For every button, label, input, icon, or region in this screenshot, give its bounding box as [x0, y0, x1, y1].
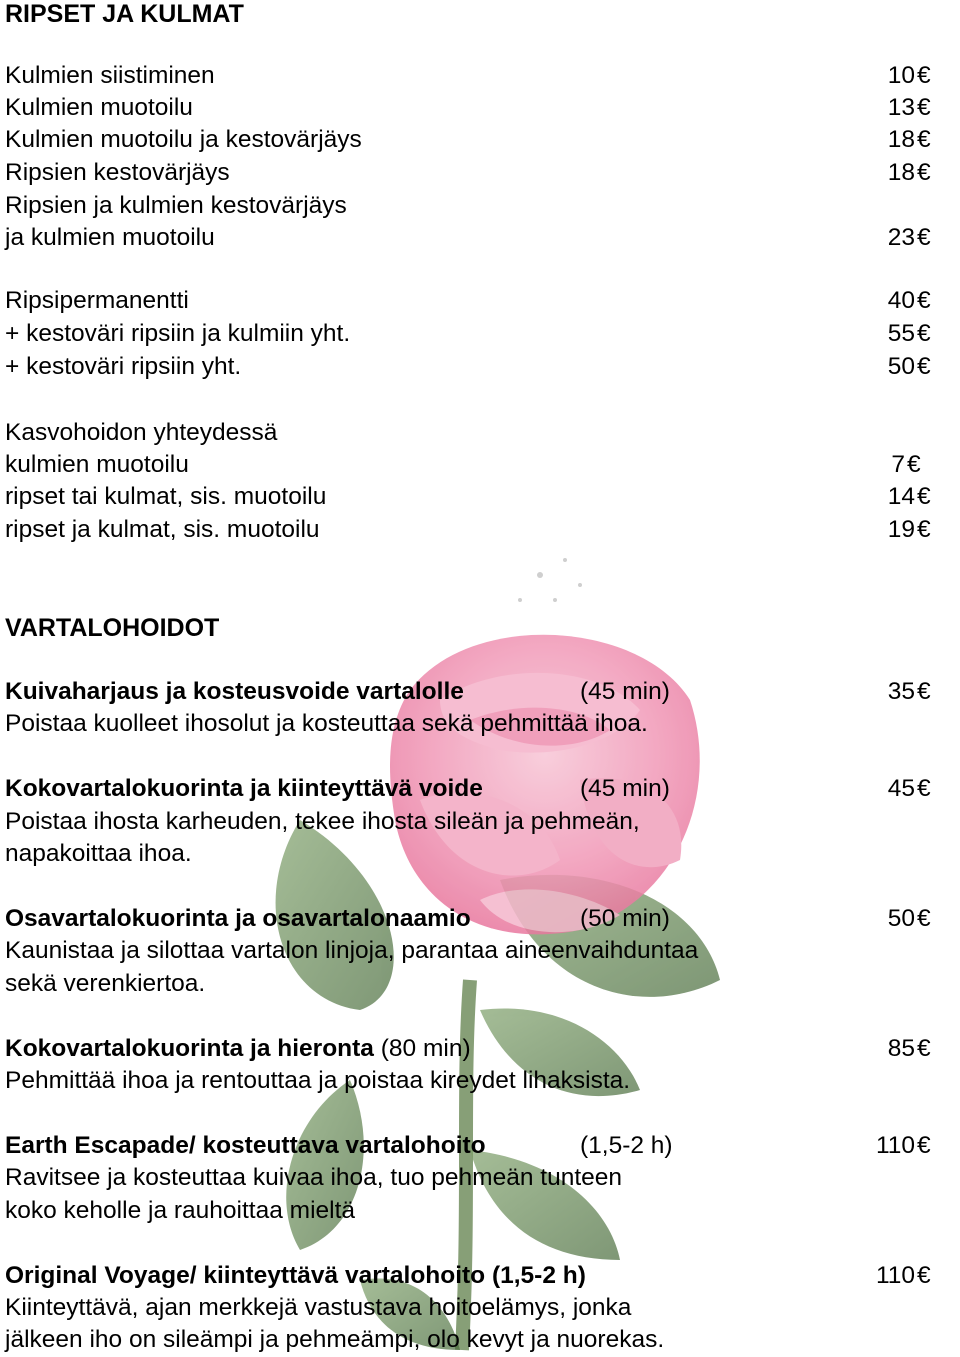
euro-symbol: € [917, 1132, 931, 1159]
euro-symbol: € [917, 62, 931, 89]
treatment-description: napakoittaa ihoa. [5, 840, 192, 867]
service-price: 18 [887, 159, 915, 186]
service-label: Ripsien ja kulmien kestovärjäys [5, 192, 347, 219]
service-label: Ripsien kestovärjäys [5, 159, 230, 186]
price-row [5, 190, 945, 222]
treatment-name-text: Original Voyage/ kiinteyttävä vartalohoito [5, 1262, 486, 1289]
service-label: Kulmien muotoilu ja kestovärjäys [5, 126, 362, 153]
price-row [5, 60, 945, 92]
service-label: Kulmien siistiminen [5, 62, 215, 89]
treatment-duration: (80 min) [380, 1035, 471, 1062]
service-price: 19 [887, 516, 915, 543]
service-price: 10 [887, 62, 915, 89]
service-price: 7 [891, 451, 905, 478]
service-price: 55 [887, 320, 915, 347]
treatment-duration: (1,5-2 h) [491, 1262, 586, 1289]
service-label: Kulmien muotoilu [5, 94, 193, 121]
treatment-duration: (45 min) [580, 678, 670, 705]
treatment-description: Kiinteyttävä, ajan merkkejä vastustava hoitoelämys, jonka [5, 1294, 632, 1321]
treatment-price: 110 [875, 1262, 915, 1289]
treatment-description: jälkeen iho on sileämpi ja pehmeämpi, olo kevyt ja nuorekas. [5, 1326, 665, 1353]
euro-symbol: € [917, 159, 931, 186]
euro-symbol: € [917, 905, 931, 932]
treatment-price: 50 [887, 905, 915, 932]
treatment-price: 110 [875, 1132, 915, 1159]
price-row [5, 157, 945, 189]
treatment-description: Ravitsee ja kosteuttaa kuivaa ihoa, tuo pehmeän tunteen [5, 1164, 622, 1191]
price-row [5, 285, 945, 317]
service-label: kulmien muotoilu [5, 451, 189, 478]
treatment-name: Earth Escapade/ kosteuttava vartalohoito [5, 1132, 486, 1159]
euro-symbol: € [917, 126, 931, 153]
price-row [5, 481, 945, 513]
treatment-name: Osavartalokuorinta ja osavartalonaamio [5, 905, 471, 932]
service-price: 50 [887, 353, 915, 380]
euro-symbol: € [917, 1262, 931, 1289]
price-row [5, 92, 945, 124]
service-label: ripset tai kulmat, sis. muotoilu [5, 483, 327, 510]
euro-symbol: € [917, 353, 931, 380]
treatment-name-text: Kokovartalokuorinta ja hieronta [5, 1035, 374, 1062]
price-row [5, 318, 945, 350]
euro-symbol: € [917, 320, 931, 347]
treatment-name: Kokovartalokuorinta ja kiinteyttävä voide [5, 775, 483, 802]
treatment-description: koko keholle ja rauhoittaa mieltä [5, 1197, 356, 1224]
treatment-name [5, 1260, 586, 1292]
service-label: ripset ja kulmat, sis. muotoilu [5, 516, 320, 543]
service-label: + kestoväri ripsiin ja kulmiin yht. [5, 320, 351, 347]
price-row [5, 351, 945, 383]
euro-symbol: € [907, 451, 921, 478]
treatment-row [5, 1130, 945, 1162]
service-price: 14 [887, 483, 915, 510]
euro-symbol: € [917, 775, 931, 802]
price-row [5, 449, 945, 481]
treatment-description: Poistaa ihosta karheuden, tekee ihosta sileän ja pehmeän, [5, 808, 640, 835]
treatment-row [5, 1033, 945, 1065]
treatment-description: Kaunistaa ja silottaa vartalon linjoja, parantaa aineenvaihduntaa [5, 937, 699, 964]
treatment-name: Kuivaharjaus ja kosteusvoide vartalolle [5, 678, 464, 705]
treatment-row [5, 676, 945, 708]
service-label: Kasvohoidon yhteydessä [5, 419, 278, 446]
treatment-price: 35 [887, 678, 915, 705]
service-label: Ripsipermanentti [5, 287, 189, 314]
service-price: 40 [887, 287, 915, 314]
euro-symbol: € [917, 224, 931, 251]
service-label: ja kulmien muotoilu [5, 224, 215, 251]
treatment-duration: (50 min) [580, 905, 670, 932]
price-row [5, 514, 945, 546]
body-section-title: VARTALOHOIDOT [5, 614, 220, 642]
euro-symbol: € [917, 483, 931, 510]
euro-symbol: € [917, 678, 931, 705]
euro-symbol: € [917, 516, 931, 543]
treatment-description: sekä verenkiertoa. [5, 970, 206, 997]
treatment-duration: (45 min) [580, 775, 670, 802]
euro-symbol: € [917, 1035, 931, 1062]
treatment-price: 85 [887, 1035, 915, 1062]
brows-section-title: RIPSET JA KULMAT [5, 0, 244, 28]
treatment-duration: (1,5-2 h) [580, 1132, 673, 1159]
treatment-description: Poistaa kuolleet ihosolut ja kosteuttaa sekä pehmittää ihoa. [5, 710, 648, 737]
service-price: 23 [887, 224, 915, 251]
service-label: + kestoväri ripsiin yht. [5, 353, 242, 380]
treatment-row [5, 773, 945, 805]
treatment-price: 45 [887, 775, 915, 802]
treatment-name [5, 1033, 471, 1065]
treatment-description: Pehmittää ihoa ja rentouttaa ja poistaa kireydet lihaksista. [5, 1067, 631, 1094]
price-row [5, 222, 945, 254]
treatment-row [5, 903, 945, 935]
service-price: 13 [887, 94, 915, 121]
price-row [5, 417, 945, 449]
euro-symbol: € [917, 287, 931, 314]
euro-symbol: € [917, 94, 931, 121]
price-row [5, 124, 945, 156]
service-price: 18 [887, 126, 915, 153]
treatment-row [5, 1260, 945, 1292]
